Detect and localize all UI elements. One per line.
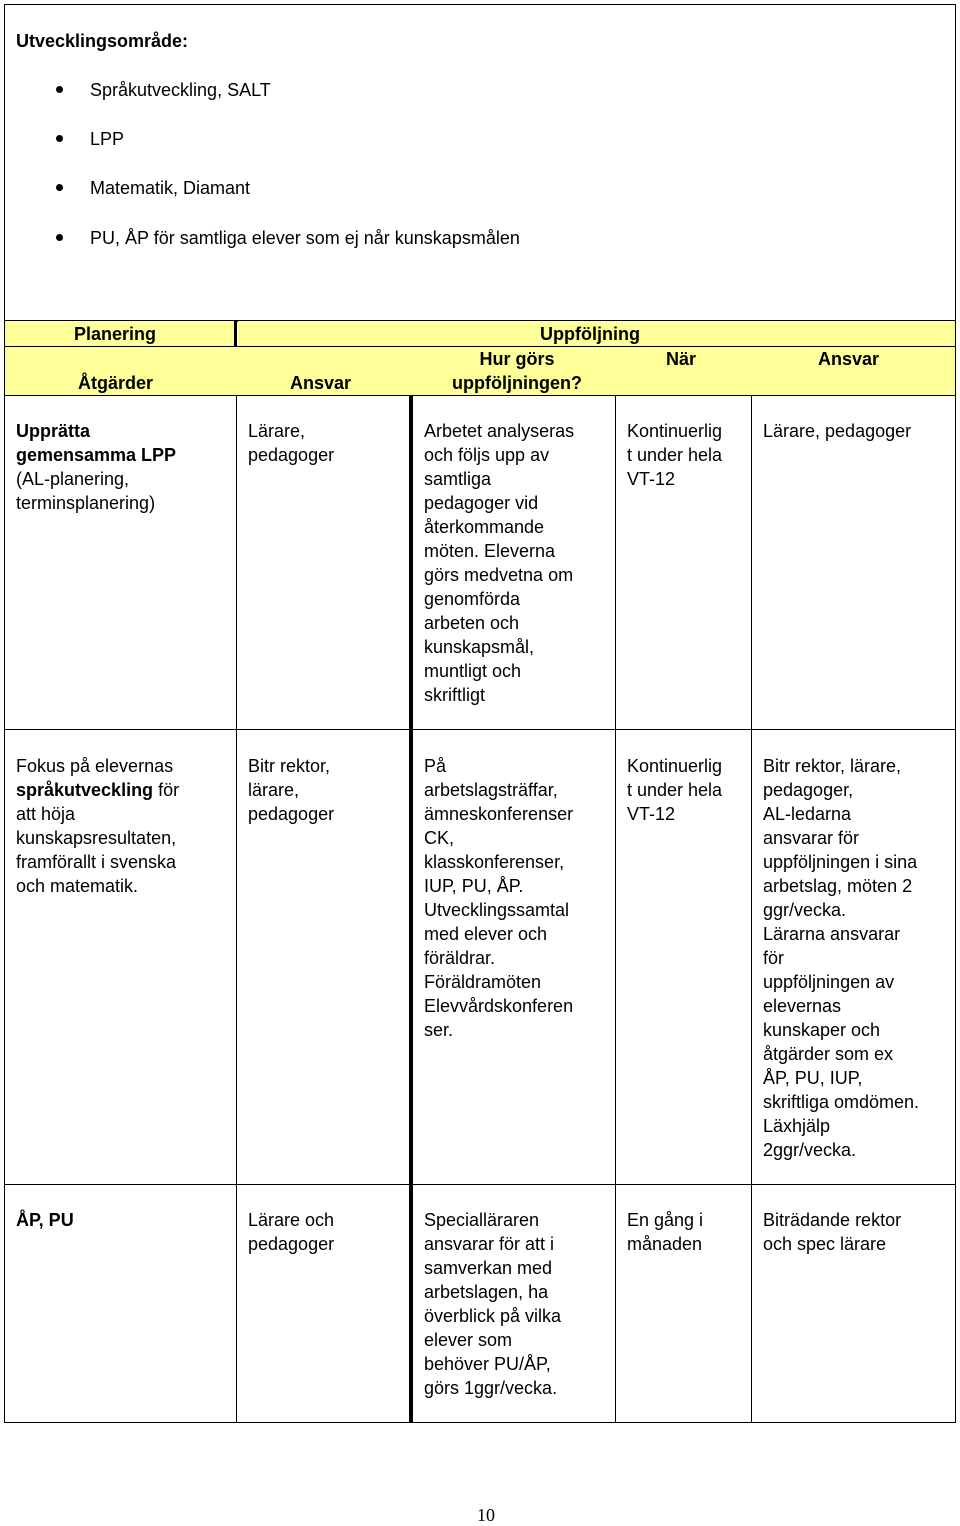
header-thick-divider [234, 321, 237, 346]
column-divider [751, 396, 752, 1423]
header-divider [4, 395, 956, 396]
bullet-icon [56, 135, 63, 142]
row-3-hur: Specialläraren ansvarar för att i samverkan med arbetslagen, ha överblick på vilka elever som behöver PU/ÅP, görs 1ggr/vecka. [424, 1210, 562, 1398]
row-2-atgard-bold: språkutveckling [16, 780, 154, 800]
row-3-atgard: ÅP, PU [16, 1210, 74, 1230]
header-planering: Planering [74, 324, 157, 344]
header-hur: Hur görs uppföljningen? [452, 349, 582, 393]
row-2-ansvar: Bitr rektor, lärare, pedagoger [248, 756, 335, 824]
row-divider [4, 729, 956, 730]
development-area-item: LPP [90, 129, 125, 149]
row-1-atgard-rest: (AL-planering, terminsplanering) [16, 469, 156, 513]
row-1-ansvar: Lärare, pedagoger [248, 421, 335, 465]
bullet-icon [56, 86, 63, 93]
bullet-icon [56, 184, 63, 191]
page-number: 10 [477, 1505, 495, 1525]
row-1-hur: Arbetet analyseras och följs upp av samtliga pedagoger vid återkommande möten. Eleverna görs medvetna om genomförda arbeten och kunskapsmål, muntligt och skriftligt [424, 421, 575, 705]
development-area-item: Språkutveckling, SALT [90, 80, 271, 100]
row-2-hur: På arbetslagsträffar, ämneskonferenser CK, klasskonferenser, IUP, PU, ÅP. Utvecklingssamtal med elever och föräldrar. Föräldramöten Elevvårdskonferen ser. [424, 756, 574, 1040]
header-uppfoljning: Uppföljning [540, 324, 640, 344]
row-3-ansvar: Lärare och pedagoger [248, 1210, 335, 1254]
bullet-icon [56, 234, 63, 241]
row-2-atgard-pre: Fokus på elevernas [16, 756, 174, 776]
development-area-title: Utvecklingsområde: [16, 31, 189, 51]
row-1-ansvar-uppfoljning: Lärare, pedagoger [763, 421, 912, 441]
column-divider [236, 396, 237, 1423]
development-area-item: Matematik, Diamant [90, 178, 251, 198]
row-2-atgard-rest: att höja kunskapsresultaten, framförallt i svenska och matematik. [16, 804, 177, 896]
header-ansvar: Ansvar [290, 373, 352, 393]
row-1-atgard-bold: Upprätta gemensamma LPP [16, 421, 177, 465]
row-2-atgard [16, 754, 179, 898]
row-3-nar: En gång i månaden [627, 1210, 704, 1254]
row-1-atgard [16, 419, 176, 515]
header-nar: När [666, 349, 697, 369]
header-atgarder: Åtgärder [78, 373, 154, 393]
row-1-nar: Kontinuerlig t under hela VT-12 [627, 421, 723, 489]
row-divider [4, 1184, 956, 1185]
row-2-atgard-mid: för [153, 780, 180, 800]
row-2-nar: Kontinuerlig t under hela VT-12 [627, 756, 723, 824]
development-area-item: PU, ÅP för samtliga elever som ej når kunskapsmålen [90, 228, 520, 248]
column-divider-thick [409, 396, 413, 1423]
header-ansvar-uppfoljning: Ansvar [818, 349, 880, 369]
column-divider [615, 396, 616, 1423]
row-3-ansvar-uppfoljning: Biträdande rektor och spec lärare [763, 1210, 902, 1254]
row-2-ansvar-uppfoljning: Bitr rektor, lärare, pedagoger, AL-ledarna ansvarar för uppföljningen i sina arbetslag, möten 2 ggr/vecka. Lärarna ansvarar för uppföljningen av elevernas kunskaper och åtgärder som ex ÅP, PU, IUP, skriftliga omdömen. Läxhjälp 2ggr/vecka. [763, 756, 920, 1160]
